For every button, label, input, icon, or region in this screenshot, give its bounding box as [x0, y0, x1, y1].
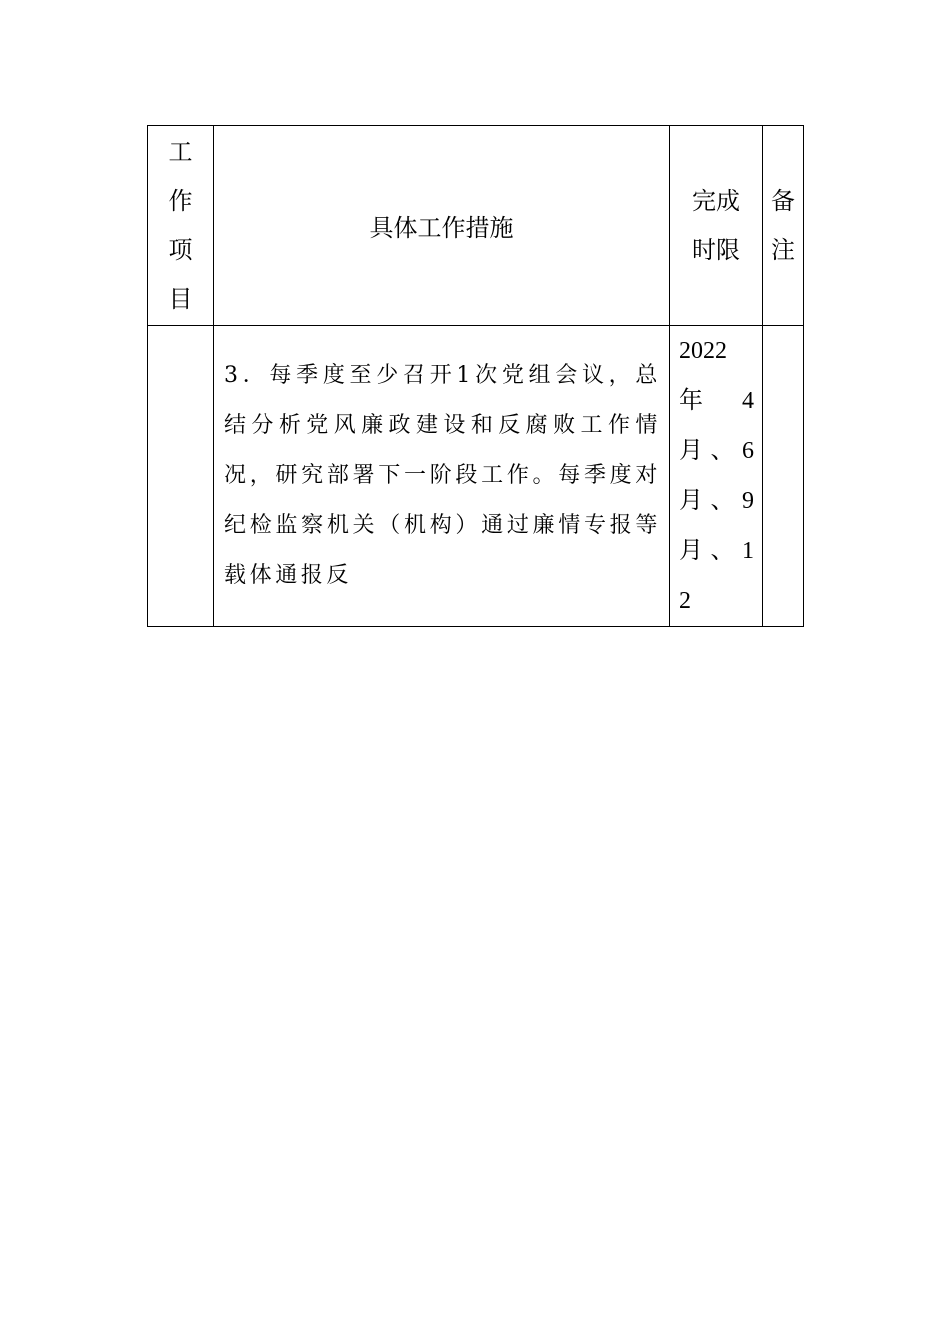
header-work-item-char: 项 — [168, 235, 193, 264]
deadline-line: 2 — [679, 588, 691, 614]
deadline-line: 年 4 — [679, 388, 754, 414]
header-row — [148, 126, 804, 326]
table-row — [148, 326, 804, 627]
work-plan-table — [147, 125, 804, 627]
header-remarks-char: 注 — [771, 235, 795, 264]
cell-deadline — [670, 326, 763, 627]
deadline-line: 2022 — [679, 338, 727, 364]
header-deadline — [670, 126, 763, 326]
header-work-item-char: 目 — [168, 284, 193, 313]
header-deadline-line: 时限 — [692, 235, 740, 264]
deadline-line: 月 、 1 — [679, 538, 754, 564]
header-measures-label: 具体工作措施 — [369, 214, 514, 242]
header-deadline-line: 完成 — [692, 186, 740, 215]
header-remarks — [763, 126, 804, 326]
deadline-line: 月 、 6 — [679, 438, 754, 464]
cell-remarks — [763, 326, 804, 627]
cell-work-item — [148, 326, 214, 627]
header-measures — [214, 126, 670, 326]
header-work-item-char: 工 — [168, 137, 193, 166]
deadline-line: 月 、 9 — [679, 488, 754, 514]
header-work-item-char: 作 — [168, 186, 193, 215]
header-work-item — [148, 126, 214, 326]
cell-measures: 3．每季度至少召开1次党组会议，总结分析党风廉政建设和反腐败工作情况，研究部署下一阶段工作。每季度对纪检监察机关（机构）通过廉情专报等载体通报反 — [214, 326, 670, 627]
header-remarks-char: 备 — [771, 186, 795, 215]
